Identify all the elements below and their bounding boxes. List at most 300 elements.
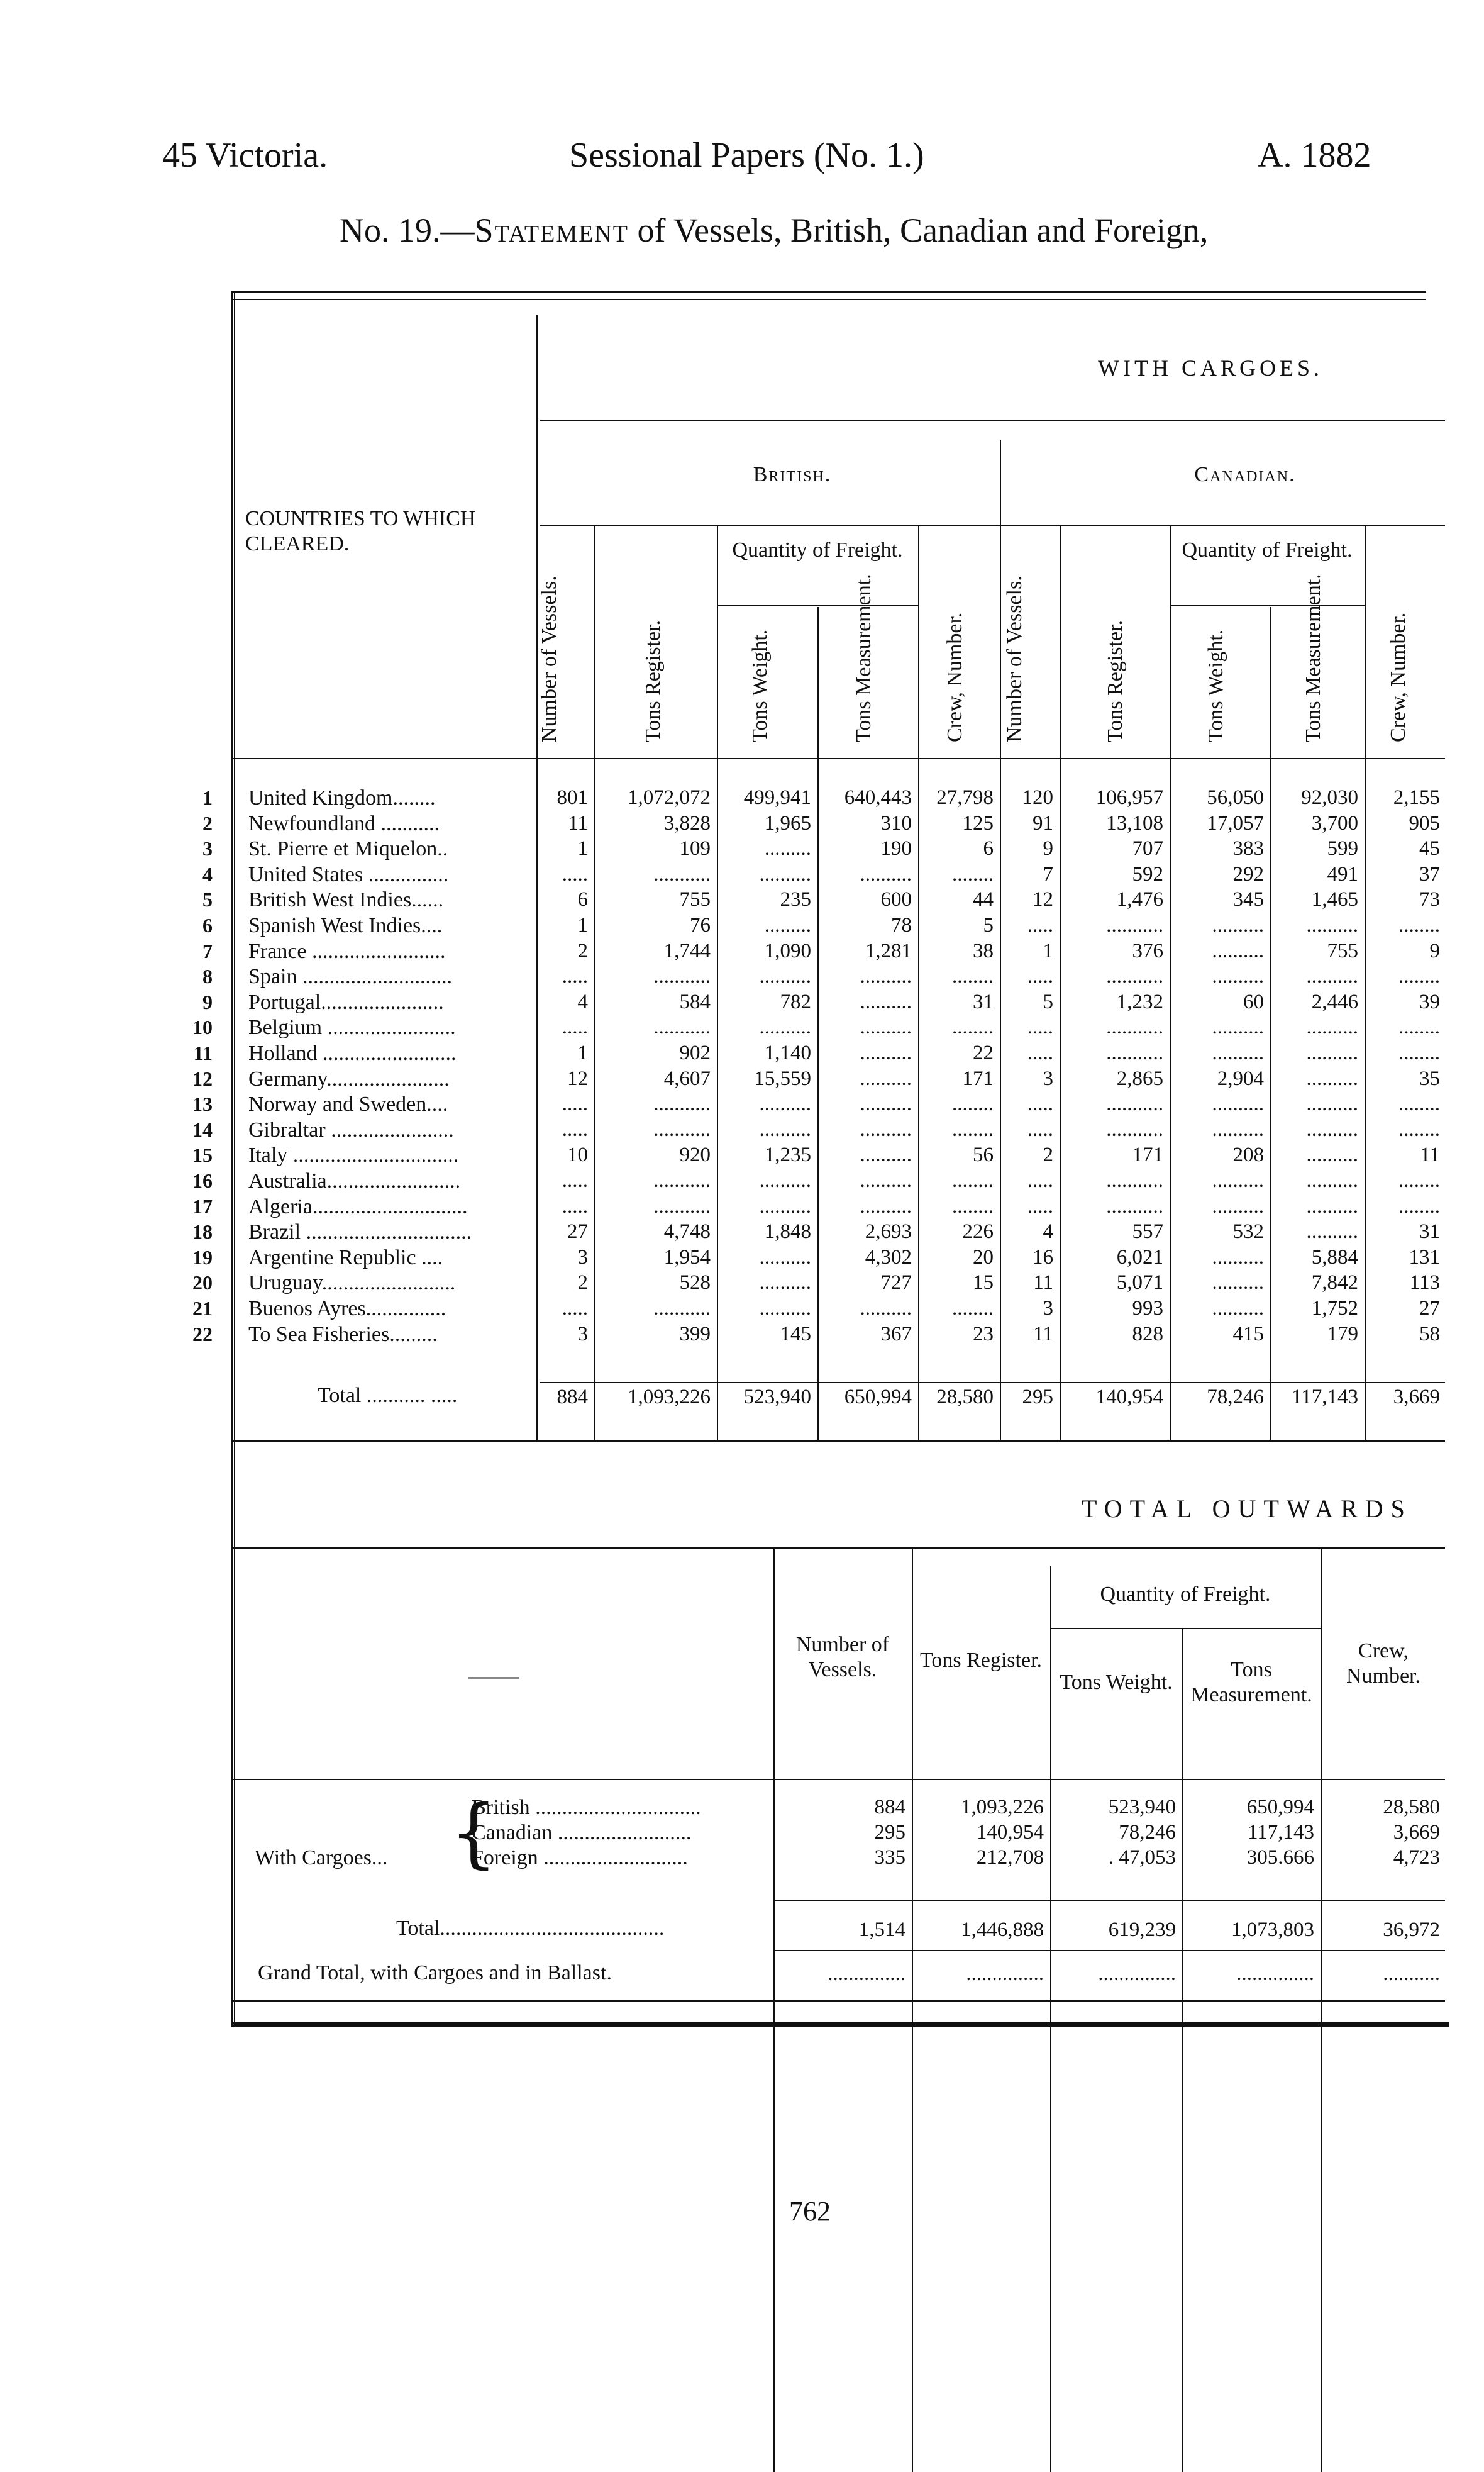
table-cell: 310 <box>880 812 912 835</box>
table-cell: ........ <box>952 1195 994 1218</box>
total-cell: 78,246 <box>1207 1386 1264 1408</box>
t2-col-div-4 <box>1182 1629 1183 2472</box>
total-cell: 3,669 <box>1393 1386 1440 1408</box>
table-cell: 12 <box>567 1067 588 1090</box>
table-cell: 17,057 <box>1207 812 1264 835</box>
row-number: 10 <box>192 1016 213 1038</box>
table-cell: .......... <box>1212 1271 1264 1294</box>
table-cell: 902 <box>679 1042 711 1064</box>
t2-row-label: British ............................... <box>472 1796 701 1819</box>
table-cell: 905 <box>1409 812 1440 835</box>
table-cell: 171 <box>1132 1144 1163 1166</box>
row-number: 6 <box>202 914 213 937</box>
table-cell: 2,693 <box>865 1220 912 1243</box>
table-cell: 15 <box>973 1271 994 1294</box>
col-register-b: Tons Register. <box>641 620 665 742</box>
table-cell: 76 <box>690 914 711 937</box>
table-cell: 367 <box>880 1323 912 1345</box>
table-cell: 3 <box>577 1323 588 1345</box>
table-cell: 11 <box>568 812 588 835</box>
table-cell: 345 <box>1232 888 1264 911</box>
t2-cell: 1,093,226 <box>961 1796 1044 1818</box>
table-cell: 4,607 <box>663 1067 711 1090</box>
table-cell: ........ <box>1398 1016 1440 1038</box>
freight-header-b: Quantity of Freight. <box>732 538 903 562</box>
table-cell: 44 <box>973 888 994 911</box>
total-label: Total ........... ..... <box>318 1384 458 1407</box>
table-cell: ......... <box>764 914 811 937</box>
table-cell: ........... <box>653 1297 711 1320</box>
table-cell: 1,476 <box>1116 888 1163 911</box>
header-right: A. 1882 <box>1258 136 1371 175</box>
table-cell: ..... <box>1027 1093 1053 1115</box>
table-cell: 4,302 <box>865 1246 912 1269</box>
table-cell: .......... <box>1212 1093 1264 1115</box>
header-left: 45 Victoria. <box>162 136 328 175</box>
t2-cell: . 47,053 <box>1108 1846 1176 1869</box>
table-cell: ........ <box>952 863 994 886</box>
t2-cell: 335 <box>874 1846 905 1869</box>
table-cell: 56 <box>973 1144 994 1166</box>
t2-col-div-3 <box>1050 1566 1051 2472</box>
table-cell: .......... <box>759 1093 811 1115</box>
rule-before-total <box>540 1382 1445 1383</box>
table-cell: .......... <box>1212 1016 1264 1038</box>
row-number: 16 <box>192 1169 213 1192</box>
table-cell: 1,140 <box>764 1042 811 1064</box>
row-number: 2 <box>202 812 213 835</box>
t2-col-div-1 <box>773 1547 775 2472</box>
table-cell: 920 <box>679 1144 711 1166</box>
country-name: Newfoundland ........... <box>248 812 440 835</box>
table-cell: 1,954 <box>663 1246 711 1269</box>
t2-cell: 650,994 <box>1246 1796 1314 1818</box>
table-cell: 5 <box>983 914 994 937</box>
table-cell: 190 <box>880 837 912 860</box>
country-name: Brazil ............................... <box>248 1220 472 1244</box>
table-cell: 35 <box>1419 1067 1440 1090</box>
table-cell: .......... <box>1212 1297 1264 1320</box>
table-cell: .......... <box>860 1195 912 1218</box>
table-cell: ........... <box>653 863 711 886</box>
col-weight-b: Tons Weight. <box>748 629 772 742</box>
table-cell: 11 <box>1420 1144 1440 1166</box>
grand-total-label: Grand Total, with Cargoes and in Ballast. <box>258 1961 612 1985</box>
table-cell: .......... <box>1306 1220 1358 1243</box>
table-cell: 828 <box>1132 1323 1163 1345</box>
table-cell: 27,798 <box>936 786 994 809</box>
grand-total-cell: ............... <box>966 1963 1044 1985</box>
country-name: Germany....................... <box>248 1067 450 1091</box>
grand-total-cell: ............... <box>1236 1963 1314 1985</box>
table-cell: 9 <box>1429 940 1440 962</box>
top-rule <box>231 291 1426 293</box>
table-cell: 6,021 <box>1116 1246 1163 1269</box>
table-cell: .......... <box>1212 914 1264 937</box>
table-cell: 5,884 <box>1311 1246 1358 1269</box>
t2-row-label: Foreign ........................... <box>472 1846 688 1869</box>
table-cell: .......... <box>860 1042 912 1064</box>
country-name: Spain ............................ <box>248 965 452 988</box>
table-cell: ..... <box>562 1297 588 1320</box>
table-cell: 1,848 <box>764 1220 811 1243</box>
t2-cell: 884 <box>874 1796 905 1818</box>
table-cell: ..... <box>1027 1169 1053 1192</box>
row-number: 8 <box>202 965 213 988</box>
table-cell: ........ <box>952 1016 994 1038</box>
table-cell: ..... <box>1027 1195 1053 1218</box>
table-cell: 106,957 <box>1095 786 1163 809</box>
table-cell: 179 <box>1327 1323 1358 1345</box>
total-cell: 140,954 <box>1095 1386 1163 1408</box>
table-cell: 5 <box>1043 991 1053 1013</box>
table-cell: ........... <box>653 1195 711 1218</box>
table-cell: 38 <box>973 940 994 962</box>
country-name: Gibraltar ....................... <box>248 1118 454 1142</box>
t2-vessels-header: Number of Vessels. <box>795 1633 890 1681</box>
table-cell: 1,465 <box>1311 888 1358 911</box>
t2-cell: 523,940 <box>1108 1796 1176 1818</box>
col-vessels-c: Number of Vessels. <box>1003 576 1026 742</box>
table-cell: 45 <box>1419 837 1440 860</box>
canadian-label: Canadian. <box>1194 463 1296 486</box>
row-number: 22 <box>192 1323 213 1345</box>
row-number: 20 <box>192 1271 213 1294</box>
table-cell: 15,559 <box>754 1067 811 1090</box>
col-weight-c: Tons Weight. <box>1204 629 1227 742</box>
country-name: United Kingdom........ <box>248 786 436 810</box>
table-cell: 592 <box>1132 863 1163 886</box>
row-number: 17 <box>192 1195 213 1218</box>
table-cell: 10 <box>567 1144 588 1166</box>
table-cell: .......... <box>1306 1016 1358 1038</box>
country-name: Norway and Sweden.... <box>248 1093 448 1116</box>
table-cell: 2,865 <box>1116 1067 1163 1090</box>
t2-col-div-5 <box>1321 1547 1322 2472</box>
table-cell: .......... <box>860 1118 912 1141</box>
country-name: Portugal....................... <box>248 991 444 1014</box>
table-cell: 600 <box>880 888 912 911</box>
country-name: Spanish West Indies.... <box>248 914 443 937</box>
table-cell: 2,904 <box>1217 1067 1264 1090</box>
t2-row-label: Canadian ......................... <box>472 1821 692 1844</box>
table-cell: 58 <box>1419 1323 1440 1345</box>
row-number: 11 <box>193 1042 213 1064</box>
t2-dash: —— <box>468 1661 519 1690</box>
country-name: British West Indies...... <box>248 888 444 911</box>
table-cell: ........... <box>1106 965 1163 988</box>
table-cell: 1,232 <box>1116 991 1163 1013</box>
statement-rest: of Vessels, British, Canadian and Foreign, <box>637 211 1209 249</box>
table-cell: 376 <box>1132 940 1163 962</box>
table-cell: 11 <box>1033 1271 1053 1294</box>
table-cell: ..... <box>1027 1016 1053 1038</box>
table-cell: .......... <box>1306 1042 1358 1064</box>
table-cell: .......... <box>1306 1169 1358 1192</box>
statement-prefix: No. 19.— <box>340 211 475 249</box>
statement-word: Statement <box>474 211 629 249</box>
t2-total-cell: 1,446,888 <box>961 1918 1044 1941</box>
total-cell: 1,093,226 <box>628 1386 711 1408</box>
t2-rule-header-bottom <box>231 1779 1445 1780</box>
table-cell: 499,941 <box>743 786 811 809</box>
table-cell: 383 <box>1232 837 1264 860</box>
t2-cell: 305.666 <box>1246 1846 1314 1869</box>
t2-cell: 140,954 <box>976 1821 1044 1844</box>
table-cell: ..... <box>1027 1042 1053 1064</box>
grand-total-cell: ............... <box>828 1963 905 1985</box>
row-number: 1 <box>202 786 213 809</box>
table-cell: 399 <box>679 1323 711 1345</box>
t2-total-label: Total.......................................... <box>396 1917 665 1940</box>
table-cell: 7,842 <box>1311 1271 1358 1294</box>
row-number: 21 <box>192 1297 213 1320</box>
table-cell: 27 <box>567 1220 588 1243</box>
row-number: 19 <box>192 1246 213 1269</box>
table-cell: 599 <box>1327 837 1358 860</box>
country-name: Argentine Republic .... <box>248 1246 443 1269</box>
table-cell: .......... <box>1306 1144 1358 1166</box>
table-cell: 4 <box>1043 1220 1053 1243</box>
table-cell: ........ <box>1398 1093 1440 1115</box>
table-cell: 1,744 <box>663 940 711 962</box>
row-number: 18 <box>192 1220 213 1243</box>
table-cell: .......... <box>1212 1195 1264 1218</box>
t2-total-cell: 1,514 <box>858 1918 905 1941</box>
table-cell: .......... <box>1306 1093 1358 1115</box>
table-cell: 528 <box>679 1271 711 1294</box>
table-cell: ........... <box>1106 1042 1163 1064</box>
table-cell: 12 <box>1033 888 1053 911</box>
top-rule-thin <box>231 299 1426 300</box>
brace: { <box>450 1790 498 1877</box>
table-cell: ..... <box>562 1118 588 1141</box>
table-cell: ........ <box>1398 1042 1440 1064</box>
table-cell: 23 <box>973 1323 994 1345</box>
table-cell: ........ <box>1398 1169 1440 1192</box>
table-cell: .......... <box>860 1067 912 1090</box>
table-cell: 91 <box>1033 812 1053 835</box>
table-cell: 993 <box>1132 1297 1163 1320</box>
table-cell: 2,155 <box>1393 786 1440 809</box>
row-number: 5 <box>202 888 213 911</box>
table-cell: ........... <box>653 965 711 988</box>
t2-weight-header: Tons Weight. <box>1060 1671 1173 1694</box>
t2-rule-after-total <box>773 1950 1445 1951</box>
table-cell: ........... <box>1106 1093 1163 1115</box>
row-number: 4 <box>202 863 213 886</box>
table-cell: ........ <box>1398 965 1440 988</box>
country-name: Buenos Ayres............... <box>248 1297 446 1320</box>
table-cell: ........... <box>1106 1195 1163 1218</box>
table-cell: ........... <box>1106 1016 1163 1038</box>
t2-cell: 3,669 <box>1393 1821 1440 1844</box>
table-cell: ........... <box>653 1016 711 1038</box>
table-cell: 782 <box>780 991 811 1013</box>
rule-after-total <box>231 1440 1445 1442</box>
table-cell: 20 <box>973 1246 994 1269</box>
rule-nations <box>540 525 1445 526</box>
col-measure-b: Tons Measurement. <box>852 574 875 742</box>
table-cell: .......... <box>860 1093 912 1115</box>
rule-t2-top <box>231 1547 1445 1549</box>
header-center: Sessional Papers (No. 1.) <box>569 136 924 175</box>
table-cell: 3 <box>1043 1297 1053 1320</box>
table-cell: 27 <box>1419 1297 1440 1320</box>
table-cell: 73 <box>1419 888 1440 911</box>
country-name: Australia......................... <box>248 1169 461 1193</box>
table-cell: ..... <box>562 1093 588 1115</box>
table-cell: ..... <box>1027 965 1053 988</box>
table-cell: 39 <box>1419 991 1440 1013</box>
t2-rule-bottom <box>231 2000 1445 2002</box>
table-cell: 13,108 <box>1106 812 1163 835</box>
table-cell: .......... <box>1306 1118 1358 1141</box>
t2-cell: 295 <box>874 1821 905 1844</box>
table-cell: 755 <box>1327 940 1358 962</box>
table-cell: .......... <box>860 965 912 988</box>
country-name: France ......................... <box>248 940 446 963</box>
table-cell: 292 <box>1232 863 1264 886</box>
table-cell: 532 <box>1232 1220 1264 1243</box>
table-cell: 801 <box>556 786 588 809</box>
table-cell: 5,071 <box>1116 1271 1163 1294</box>
total-cell: 117,143 <box>1291 1386 1358 1408</box>
table-cell: 2 <box>577 1271 588 1294</box>
table-cell: 109 <box>679 837 711 860</box>
row-number: 12 <box>192 1067 213 1090</box>
table-cell: .......... <box>1306 914 1358 937</box>
col-measure-c: Tons Measurement. <box>1302 574 1325 742</box>
table-cell: 1,281 <box>865 940 912 962</box>
grand-total-cell: ........... <box>1383 1963 1440 1985</box>
table-cell: .......... <box>1212 965 1264 988</box>
country-name: Holland ......................... <box>248 1042 457 1065</box>
table-cell: ........ <box>952 965 994 988</box>
row-number: 7 <box>202 940 213 962</box>
t2-rule-freight <box>1050 1628 1321 1629</box>
total-cell: 523,940 <box>743 1386 811 1408</box>
table-cell: ........ <box>952 1118 994 1141</box>
t2-cell: 212,708 <box>976 1846 1044 1869</box>
table-cell: ........ <box>952 1297 994 1320</box>
total-cell: 295 <box>1022 1386 1053 1408</box>
table-cell: ........... <box>653 1093 711 1115</box>
table-cell: ..... <box>1027 1118 1053 1141</box>
t2-freight-header: Quantity of Freight. <box>1100 1583 1271 1606</box>
total-cell: 884 <box>556 1386 588 1408</box>
table-cell: 640,443 <box>844 786 912 809</box>
freight-header-c: Quantity of Freight. <box>1182 538 1353 562</box>
t2-rule-bottom-2 <box>231 2022 1445 2024</box>
table-cell: .......... <box>759 965 811 988</box>
table-cell: 1,072,072 <box>628 786 711 809</box>
table-cell: .......... <box>1212 1246 1264 1269</box>
t2-col-div-2 <box>912 1547 913 2472</box>
table-cell: 1,090 <box>764 940 811 962</box>
table-cell: .......... <box>759 1246 811 1269</box>
table-cell: 22 <box>973 1042 994 1064</box>
table-cell: ..... <box>562 965 588 988</box>
country-name: Italy ............................... <box>248 1144 459 1167</box>
table-cell: 31 <box>973 991 994 1013</box>
table-cell: .......... <box>860 1297 912 1320</box>
table-cell: .......... <box>1212 1118 1264 1141</box>
table-cell: 557 <box>1132 1220 1163 1243</box>
table-cell: ..... <box>1027 914 1053 937</box>
table-cell: ........... <box>1106 914 1163 937</box>
table-cell: .......... <box>759 1016 811 1038</box>
table-cell: 3,828 <box>663 812 711 835</box>
table-cell: .......... <box>860 991 912 1013</box>
table-cell: 226 <box>962 1220 994 1243</box>
table-cell: 1,752 <box>1311 1297 1358 1320</box>
table-cell: .......... <box>1306 965 1358 988</box>
t2-cell: 78,246 <box>1119 1821 1176 1844</box>
table-cell: 3 <box>1043 1067 1053 1090</box>
t2-cell: 4,723 <box>1393 1846 1440 1869</box>
col-vessels-b: Number of Vessels. <box>538 576 561 742</box>
table-cell: .......... <box>860 1016 912 1038</box>
t2-rule-before-total <box>773 1900 1445 1901</box>
rule-header-bottom <box>231 758 1445 759</box>
t2-cell: 28,580 <box>1383 1796 1440 1818</box>
british-label: British. <box>753 463 832 486</box>
table-cell: 16 <box>1033 1246 1053 1269</box>
table-cell: 3,700 <box>1311 812 1358 835</box>
table-cell: .......... <box>759 1169 811 1192</box>
table-cell: .......... <box>1212 940 1264 962</box>
table-cell: .......... <box>1212 1042 1264 1064</box>
table-cell: .......... <box>860 1144 912 1166</box>
table-cell: 2 <box>1043 1144 1053 1166</box>
table-cell: 56,050 <box>1207 786 1264 809</box>
table-cell: 491 <box>1327 863 1358 886</box>
table-cell: 145 <box>780 1323 811 1345</box>
table-cell: 78 <box>891 914 912 937</box>
with-cargoes-row-label: With Cargoes... <box>255 1846 388 1869</box>
table-cell: 4 <box>577 991 588 1013</box>
with-cargoes-label: WITH CARGOES. <box>1098 355 1323 381</box>
row-number: 14 <box>192 1118 213 1141</box>
grand-total-cell: ............... <box>1098 1963 1176 1985</box>
table-cell: ..... <box>562 1016 588 1038</box>
country-name: Belgium ........................ <box>248 1016 456 1039</box>
table-cell: 92,030 <box>1301 786 1358 809</box>
table-cell: ..... <box>562 863 588 886</box>
table-cell: .......... <box>759 1118 811 1141</box>
table-cell: 120 <box>1022 786 1053 809</box>
table-cell: ......... <box>764 837 811 860</box>
t2-crew-header: Crew, Number. <box>1346 1639 1421 1688</box>
statement-title <box>340 211 1208 250</box>
table-cell: 1 <box>577 914 588 937</box>
total-outwards-title: TOTAL OUTWARDS <box>1082 1495 1412 1523</box>
table-cell: 208 <box>1232 1144 1264 1166</box>
table-cell: .......... <box>759 863 811 886</box>
table-cell: ........ <box>952 1169 994 1192</box>
table-cell: 2,446 <box>1311 991 1358 1013</box>
table-cell: 1 <box>577 837 588 860</box>
table-cell: 2 <box>577 940 588 962</box>
table-cell: 11 <box>1033 1323 1053 1345</box>
table-cell: ........... <box>653 1118 711 1141</box>
t2-measure-header: Tons Measurement. <box>1190 1658 1312 1706</box>
country-name: To Sea Fisheries......... <box>248 1323 438 1346</box>
country-name: Uruguay......................... <box>248 1271 456 1294</box>
table-cell: .......... <box>1306 1195 1358 1218</box>
table-cell: 1 <box>577 1042 588 1064</box>
